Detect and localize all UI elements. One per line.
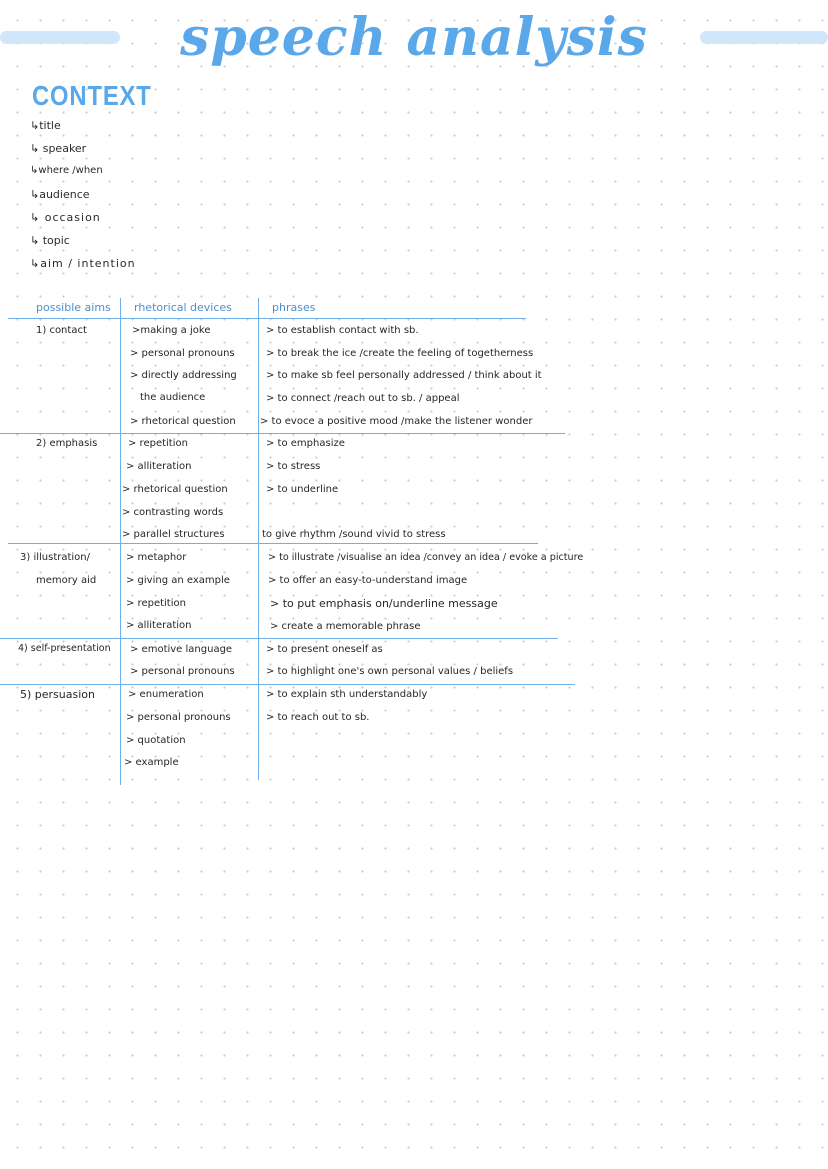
device-enumeration: > enumeration bbox=[128, 689, 204, 700]
context-item-label: where /when bbox=[38, 165, 103, 176]
header-possible-aims: possible aims bbox=[36, 301, 111, 314]
header-rhetorical-devices: rhetorical devices bbox=[134, 301, 232, 314]
context-item-audience bbox=[30, 188, 90, 201]
context-item-label: audience bbox=[39, 188, 90, 201]
device-making-joke: >making a joke bbox=[132, 325, 211, 336]
phrase-highlight-values: > to highlight one's own personal values / beliefs bbox=[266, 666, 514, 677]
device-alliteration-2: > alliteration bbox=[126, 620, 192, 631]
table-row-rule-2 bbox=[8, 543, 538, 544]
aim-illustration: 3) illustration/ bbox=[20, 552, 91, 563]
context-item-title bbox=[30, 119, 61, 132]
device-emotive-language: > emotive language bbox=[130, 644, 233, 655]
context-item-label: title bbox=[39, 119, 61, 132]
phrase-put-emphasis: > to put emphasis on/underline message bbox=[270, 597, 498, 610]
table-header-rule bbox=[8, 318, 526, 319]
table-divider-vertical-2 bbox=[258, 298, 259, 780]
context-item-label: topic bbox=[42, 234, 70, 247]
device-rhetorical-question-2: > rhetorical question bbox=[122, 484, 228, 495]
device-alliteration: > alliteration bbox=[126, 461, 192, 472]
device-directly-addressing: > directly addressing bbox=[130, 370, 237, 381]
phrase-present-oneself: > to present oneself as bbox=[266, 644, 383, 655]
device-example: > example bbox=[124, 757, 179, 768]
arrow-icon: ↳ bbox=[30, 165, 39, 176]
phrase-stress: > to stress bbox=[266, 461, 321, 472]
context-item-speaker bbox=[30, 142, 86, 155]
device-quotation: > quotation bbox=[126, 735, 186, 746]
device-parallel-structures: > parallel structures bbox=[122, 529, 225, 540]
context-item-where-when bbox=[30, 165, 103, 176]
title-bar-left bbox=[0, 31, 120, 44]
device-personal-pronouns-3: > personal pronouns bbox=[126, 712, 231, 723]
device-the-audience: the audience bbox=[140, 392, 206, 403]
aim-persuasion: 5) persuasion bbox=[20, 688, 95, 701]
phrase-memorable: > create a memorable phrase bbox=[270, 621, 421, 632]
table-row-rule-1 bbox=[0, 433, 565, 434]
device-personal-pronouns-2: > personal pronouns bbox=[130, 666, 235, 677]
phrase-explain: > to explain sth understandably bbox=[266, 689, 428, 700]
phrase-evoce-mood: > to evoce a positive mood /make the listener wonder bbox=[260, 416, 533, 427]
context-heading: CONTEXT bbox=[32, 80, 152, 111]
context-item-label: aim / intention bbox=[40, 257, 136, 270]
header-phrases: phrases bbox=[272, 301, 316, 314]
phrase-emphasize: > to emphasize bbox=[266, 438, 345, 449]
arrow-icon: ↳ bbox=[30, 142, 40, 155]
arrow-icon: ↳ bbox=[30, 119, 40, 132]
phrase-establish-contact: > to establish contact with sb. bbox=[266, 325, 419, 336]
device-repetition: > repetition bbox=[128, 438, 188, 449]
phrase-break-ice: > to break the ice /create the feeling of togetherness bbox=[266, 348, 534, 359]
aim-memory-aid: memory aid bbox=[36, 575, 97, 586]
table-divider-vertical-1 bbox=[120, 298, 121, 785]
phrase-reach-out: > to reach out to sb. bbox=[266, 712, 370, 723]
device-giving-example: > giving an example bbox=[126, 575, 230, 586]
aim-emphasis: 2) emphasis bbox=[36, 438, 98, 449]
context-item-occasion bbox=[30, 211, 101, 224]
table-row-rule-3 bbox=[0, 638, 558, 639]
arrow-icon: ↳ bbox=[30, 234, 40, 247]
page-title: speech analysis bbox=[180, 7, 648, 68]
context-item-label: speaker bbox=[42, 142, 87, 155]
device-metaphor: > metaphor bbox=[126, 552, 187, 563]
device-rhetorical-question: > rhetorical question bbox=[130, 416, 236, 427]
device-contrasting-words: > contrasting words bbox=[122, 507, 224, 518]
phrase-underline: > to underline bbox=[266, 484, 339, 495]
phrase-illustrate: > to illustrate /visualise an idea /convey an idea / evoke a picture bbox=[268, 552, 584, 563]
table-row-rule-4 bbox=[0, 684, 575, 685]
arrow-icon: ↳ bbox=[30, 211, 41, 224]
device-repetition-2: > repetition bbox=[126, 598, 186, 609]
phrase-personally-addressed: > to make sb feel personally addressed / think about it bbox=[266, 370, 542, 381]
phrase-easy-image: > to offer an easy-to-understand image bbox=[268, 575, 468, 586]
device-personal-pronouns: > personal pronouns bbox=[130, 348, 235, 359]
aim-self-presentation: 4) self-presentation bbox=[18, 643, 111, 654]
arrow-icon: ↳ bbox=[30, 188, 40, 201]
arrow-icon: ↳ bbox=[30, 257, 41, 270]
context-item-topic bbox=[30, 234, 70, 247]
aim-contact: 1) contact bbox=[36, 325, 87, 336]
context-item-aim bbox=[30, 257, 136, 270]
phrase-rhythm: to give rhythm /sound vivid to stress bbox=[262, 529, 446, 540]
context-item-label: occasion bbox=[44, 211, 101, 224]
title-bar-right bbox=[700, 31, 828, 44]
phrase-connect-appeal: > to connect /reach out to sb. / appeal bbox=[266, 393, 460, 404]
